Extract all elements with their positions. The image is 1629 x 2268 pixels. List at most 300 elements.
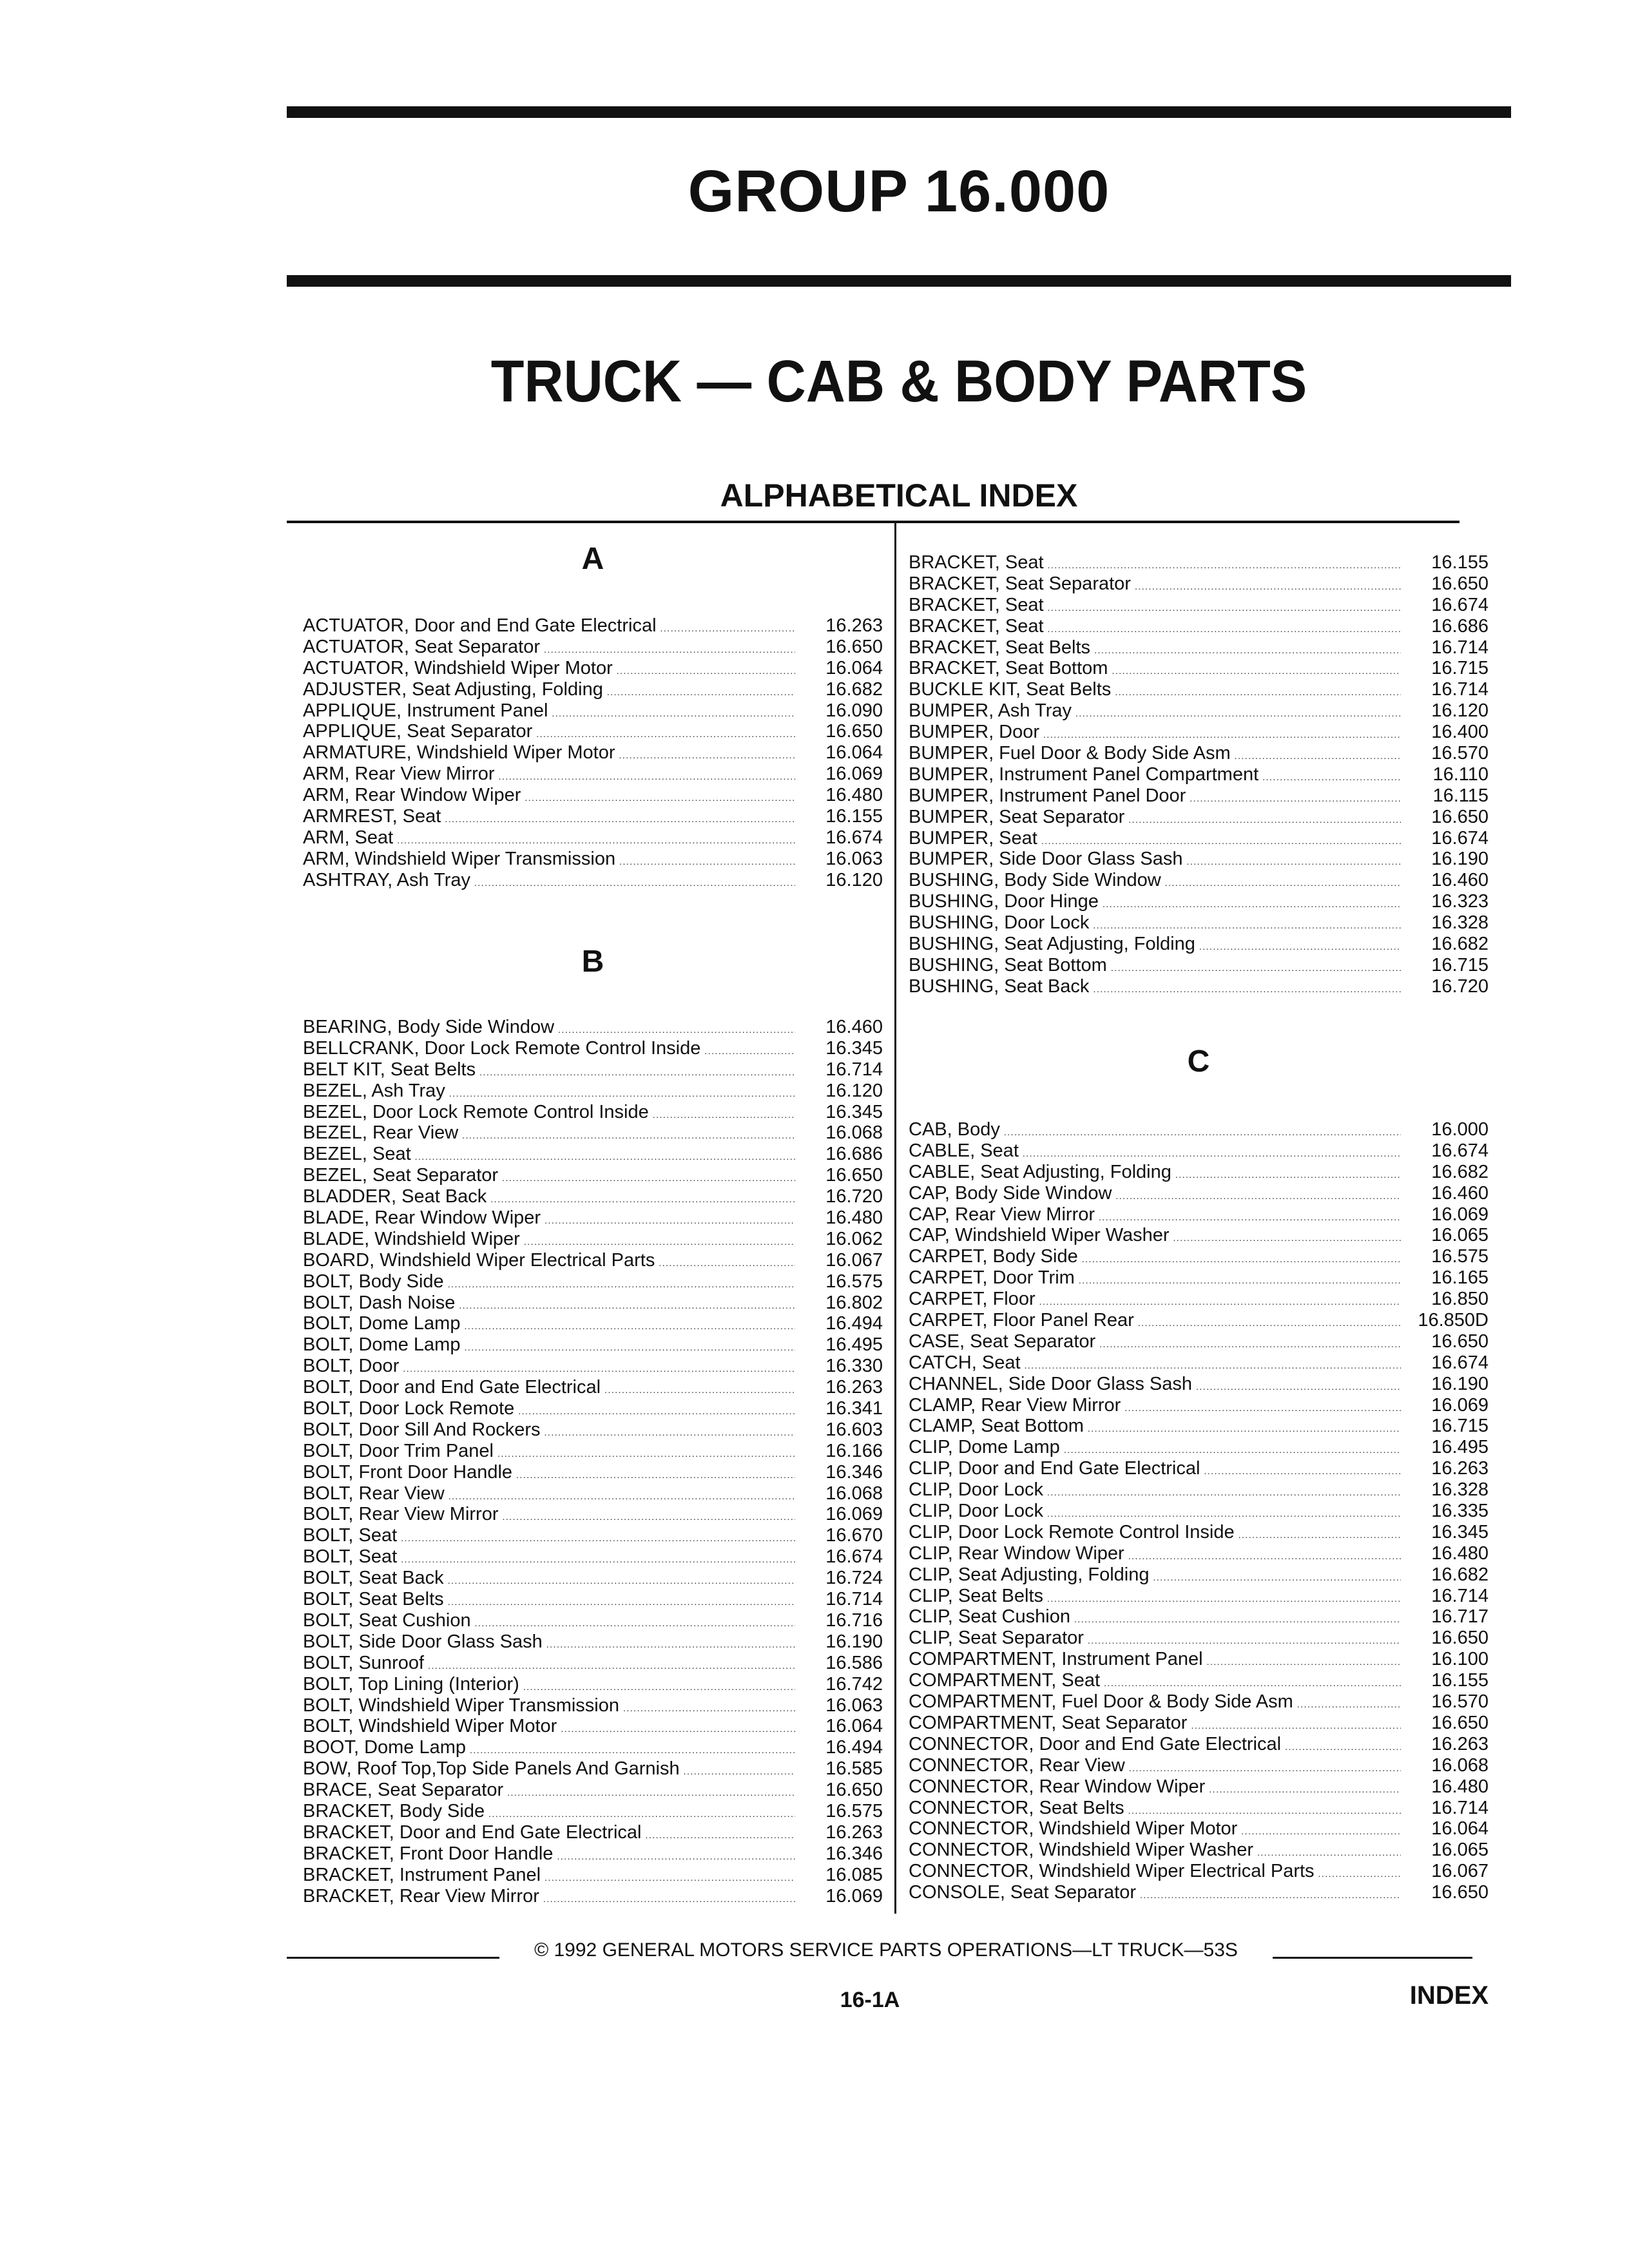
entry-name: BOLT, Front Door Handle [303, 1461, 513, 1483]
entry-name: BLADE, Rear Window Wiper [303, 1207, 541, 1229]
entry-page: 16.480 [825, 785, 883, 806]
entry-page: 16.155 [825, 806, 883, 827]
entry-name: BUSHING, Seat Bottom [909, 954, 1107, 975]
entry-page: 16.345 [825, 1037, 883, 1059]
dot-leader [704, 1041, 795, 1062]
entry-name: BUSHING, Door Lock [909, 912, 1090, 934]
entry-name: BOLT, Dome Lamp [303, 1313, 461, 1334]
dot-leader [1199, 936, 1401, 957]
entry-name: BUMPER, Ash Tray [909, 700, 1072, 722]
dot-leader [507, 1782, 795, 1803]
entry-name: BRACKET, Seat Separator [909, 573, 1131, 594]
entry-page: 16.480 [825, 1207, 883, 1229]
entry-page: 16.494 [825, 1737, 883, 1758]
entry-page: 16.650 [825, 1780, 883, 1801]
entry-page: 16.682 [1431, 934, 1489, 955]
dot-leader [1209, 1779, 1401, 1800]
index-entry [909, 1691, 1489, 1713]
entry-name: ARM, Seat [303, 827, 394, 848]
entry-name: BUMPER, Instrument Panel Compartment [909, 764, 1259, 785]
entry-name: BUMPER, Door [909, 722, 1040, 743]
entry-page: 16.065 [1431, 1225, 1489, 1246]
copyright-notice: © 1992 GENERAL MOTORS SERVICE PARTS OPERATIONS—LT TRUCK—53S [534, 1939, 1238, 1961]
index-entry [303, 1780, 883, 1801]
entry-page: 16.585 [825, 1758, 883, 1780]
dot-leader [1186, 851, 1401, 872]
dot-leader [684, 1761, 795, 1782]
entry-name: BEARING, Body Side Window [303, 1017, 555, 1037]
entry-page: 16.069 [1431, 1204, 1489, 1225]
index-entry [303, 1334, 883, 1356]
entry-page: 16.715 [1431, 658, 1489, 679]
entry-page: 16.570 [1431, 1691, 1489, 1713]
entry-page: 16.460 [825, 1017, 883, 1037]
index-entry [303, 785, 883, 806]
index-entry [909, 573, 1489, 595]
dot-leader [660, 618, 795, 639]
entry-page: 16.850 [1431, 1289, 1489, 1310]
entry-name: BRACKET, Instrument Panel [303, 1864, 541, 1885]
dot-leader [604, 1379, 795, 1401]
index-entry [303, 637, 883, 658]
entry-name: ASHTRAY, Ash Tray [303, 869, 471, 890]
entry-name: APPLIQUE, Seat Separator [303, 721, 533, 742]
entry-name: BOLT, Seat Belts [303, 1589, 444, 1610]
entry-name: CLIP, Door Lock [909, 1479, 1044, 1501]
index-entry [909, 849, 1489, 870]
dot-leader [1128, 809, 1401, 831]
entry-page: 16.064 [825, 657, 883, 678]
index-entry [909, 1713, 1489, 1734]
index-entry [303, 742, 883, 764]
index-entry [909, 1310, 1489, 1331]
entry-page: 16.346 [825, 1843, 883, 1864]
entry-page: 16.570 [1431, 743, 1489, 764]
entry-page: 16.575 [1431, 1246, 1489, 1267]
index-entry [303, 1271, 883, 1293]
dot-leader [1004, 1122, 1401, 1143]
index-entry [909, 785, 1489, 807]
index-entry [909, 1586, 1489, 1607]
dot-leader [557, 1846, 795, 1867]
dot-leader [462, 1125, 795, 1146]
index-entry [909, 1267, 1489, 1289]
index-entry [909, 955, 1489, 976]
entry-page: 16.063 [825, 848, 883, 869]
entry-name: BOLT, Rear View Mirror [303, 1504, 499, 1525]
entry-page: 16.064 [825, 742, 883, 764]
entry-page: 16.345 [1431, 1521, 1489, 1542]
index-entry [909, 1479, 1489, 1501]
index-entry [303, 827, 883, 849]
section-letter-a: A [581, 542, 604, 576]
index-entry [303, 1462, 883, 1483]
dot-leader [448, 1570, 795, 1591]
entry-name: ARM, Rear View Mirror [303, 764, 495, 785]
footer-rule-right [1273, 1957, 1472, 1959]
index-entry [909, 807, 1489, 828]
entry-page: 16.674 [825, 1546, 883, 1568]
page-title: TRUCK — CAB & BODY PARTS [490, 349, 1307, 414]
index-entry [303, 1737, 883, 1758]
index-entry [909, 1670, 1489, 1691]
entry-name: CLIP, Door Lock [909, 1501, 1044, 1522]
index-entry [303, 1865, 883, 1886]
entry-name: BRACKET, Front Door Handle [303, 1843, 554, 1864]
index-entry [303, 1525, 883, 1546]
entry-name: BRACKET, Door and End Gate Electrical [303, 1821, 642, 1843]
entry-page: 16.063 [825, 1695, 883, 1716]
entry-name: CLIP, Seat Cushion [909, 1606, 1070, 1628]
dot-leader [1138, 1312, 1401, 1334]
entry-page: 16.575 [825, 1271, 883, 1292]
entry-name: COMPARTMENT, Fuel Door & Body Side Asm [909, 1691, 1293, 1713]
entry-page: 16.682 [1431, 1564, 1489, 1585]
entry-page: 16.120 [825, 1080, 883, 1101]
index-entry [909, 1395, 1489, 1416]
entry-name: ARM, Windshield Wiper Transmission [303, 848, 616, 869]
dot-leader [1112, 660, 1401, 682]
dot-leader [1103, 894, 1401, 915]
entry-name: ARM, Rear Window Wiper [303, 785, 521, 806]
entry-page: 16.100 [1431, 1649, 1489, 1670]
dot-leader [464, 1316, 795, 1337]
index-entry [909, 1734, 1489, 1755]
entry-page: 16.000 [1431, 1119, 1489, 1140]
entry-page: 16.068 [825, 1122, 883, 1144]
entry-page: 16.850D [1418, 1310, 1489, 1331]
entry-page: 16.263 [1431, 1733, 1489, 1754]
entry-name: BOLT, Door [303, 1356, 400, 1377]
index-entry [303, 1081, 883, 1102]
entry-name: BOLT, Windshield Wiper Motor [303, 1716, 557, 1737]
entry-page: 16.724 [825, 1568, 883, 1589]
index-entry [303, 806, 883, 827]
dot-leader [1285, 1736, 1401, 1758]
entry-name: CAP, Windshield Wiper Washer [909, 1225, 1170, 1246]
dot-leader [499, 766, 795, 787]
entry-name: BOLT, Door Trim Panel [303, 1440, 494, 1461]
entry-page: 16.682 [1431, 1161, 1489, 1182]
index-entry [303, 1250, 883, 1271]
index-entry [303, 1441, 883, 1462]
entry-name: ARMATURE, Windshield Wiper Motor [303, 742, 615, 764]
entry-page: 16.717 [1431, 1606, 1489, 1628]
entry-name: BUMPER, Seat [909, 827, 1037, 849]
dot-leader [545, 1422, 795, 1443]
index-entry [303, 1038, 883, 1059]
dot-leader [1047, 1588, 1401, 1610]
dot-leader [1318, 1863, 1401, 1885]
index-entry [909, 658, 1489, 679]
entry-page: 16.650 [1431, 806, 1489, 827]
entry-name: CLIP, Seat Adjusting, Folding [909, 1564, 1150, 1585]
index-entry [303, 1589, 883, 1610]
index-entry [303, 1886, 883, 1907]
entry-page: 16.650 [1431, 1628, 1489, 1649]
index-entry [303, 1102, 883, 1123]
entry-name: COMPARTMENT, Instrument Panel [909, 1649, 1203, 1670]
index-entry [303, 1293, 883, 1314]
entry-page: 16.494 [825, 1313, 883, 1334]
entry-page: 16.720 [1431, 975, 1489, 997]
section-letter-c: C [1187, 1044, 1210, 1079]
index-entry [909, 1140, 1489, 1162]
entry-page: 16.715 [1431, 954, 1489, 975]
entry-name: BOLT, Body Side [303, 1271, 444, 1292]
dot-leader [448, 1591, 795, 1613]
entry-page: 16.460 [1431, 870, 1489, 891]
entry-page: 16.328 [1431, 912, 1489, 934]
entry-name: BLADE, Windshield Wiper [303, 1228, 520, 1249]
entry-page: 16.650 [1431, 1331, 1489, 1352]
index-entry [303, 721, 883, 742]
entry-name: BOLT, Windshield Wiper Transmission [303, 1695, 620, 1716]
dot-leader [645, 1825, 795, 1846]
entry-name: BOLT, Door Sill And Rockers [303, 1419, 541, 1440]
index-entry [303, 1377, 883, 1398]
entry-name: CABLE, Seat [909, 1140, 1019, 1161]
entry-name: CARPET, Floor Panel Rear [909, 1310, 1134, 1331]
entry-page: 16.190 [1431, 849, 1489, 870]
dot-leader [445, 809, 795, 830]
page-number: 16-1A [840, 1988, 900, 2012]
index-entry [303, 1229, 883, 1250]
entry-name: BUSHING, Door Hinge [909, 891, 1099, 912]
entry-page: 16.802 [825, 1292, 883, 1313]
entry-page: 16.120 [825, 869, 883, 890]
index-entry [303, 1801, 883, 1822]
entry-name: CARPET, Body Side [909, 1246, 1078, 1267]
index-entry [909, 1437, 1489, 1458]
index-entry [909, 679, 1489, 700]
entry-name: BOLT, Door and End Gate Electrical [303, 1377, 601, 1398]
entry-page: 16.263 [825, 1377, 883, 1398]
entry-name: BOOT, Dome Lamp [303, 1737, 467, 1758]
dot-leader [545, 1867, 795, 1888]
entry-name: BUMPER, Fuel Door & Body Side Asm [909, 743, 1231, 764]
entry-page: 16.650 [825, 721, 883, 742]
entry-name: BUMPER, Side Door Glass Sash [909, 849, 1183, 870]
entry-name: BRACKET, Seat [909, 615, 1044, 637]
index-entry [303, 1758, 883, 1780]
entry-name: BRACKET, Seat Belts [909, 637, 1091, 658]
entry-name: BOLT, Dome Lamp [303, 1334, 461, 1356]
index-entry [909, 1840, 1489, 1861]
entry-page: 16.686 [1431, 615, 1489, 637]
index-entry [909, 1458, 1489, 1479]
entry-page: 16.670 [825, 1525, 883, 1546]
index-rule [287, 521, 1460, 523]
index-entry [303, 1313, 883, 1334]
entry-name: CONNECTOR, Door and End Gate Electrical [909, 1733, 1282, 1754]
entry-page: 16.263 [825, 1821, 883, 1843]
dot-leader [525, 787, 795, 809]
entry-name: BEZEL, Seat Separator [303, 1165, 499, 1186]
index-entry [909, 934, 1489, 955]
index-entry [909, 1162, 1489, 1183]
entry-page: 16.155 [1431, 552, 1489, 573]
dot-leader [464, 1337, 795, 1358]
dot-leader [1082, 1249, 1401, 1270]
section-a [303, 541, 883, 577]
index-entry [909, 637, 1489, 658]
entry-page: 16.495 [825, 1334, 883, 1356]
entry-page: 16.120 [1431, 700, 1489, 722]
entry-page: 16.323 [1431, 891, 1489, 912]
section-b [303, 944, 883, 979]
entry-page: 16.068 [1431, 1754, 1489, 1776]
index-entry [909, 616, 1489, 637]
entry-name: CABLE, Seat Adjusting, Folding [909, 1161, 1171, 1182]
entry-page: 16.714 [1431, 679, 1489, 700]
dot-leader [617, 660, 795, 682]
index-entry [303, 1483, 883, 1504]
index-entry [303, 1674, 883, 1695]
entry-name: BUMPER, Instrument Panel Door [909, 785, 1186, 806]
entry-page: 16.460 [1431, 1182, 1489, 1204]
entry-page: 16.586 [825, 1652, 883, 1673]
section-a-list [303, 615, 883, 891]
dot-leader [619, 851, 795, 872]
index-entry [303, 1122, 883, 1144]
dot-leader [474, 872, 795, 894]
index-entry [909, 828, 1489, 849]
index-entry [303, 1144, 883, 1165]
index-entry [909, 764, 1489, 785]
dot-leader [1153, 1567, 1402, 1588]
index-entry [303, 1716, 883, 1737]
entry-name: BELT KIT, Seat Belts [303, 1059, 476, 1080]
entry-page: 16.650 [1431, 573, 1489, 594]
entry-name: ACTUATOR, Seat Separator [303, 636, 541, 657]
entry-page: 16.714 [1431, 637, 1489, 658]
index-entry [909, 891, 1489, 912]
index-entry [909, 1755, 1489, 1776]
index-entry [303, 615, 883, 637]
entry-page: 16.714 [825, 1589, 883, 1610]
entry-name: ARMREST, Seat [303, 806, 441, 827]
index-entry [909, 1289, 1489, 1310]
index-entry [303, 1631, 883, 1653]
dot-leader [1047, 1482, 1401, 1503]
index-entry [909, 1628, 1489, 1649]
dot-leader [619, 745, 795, 766]
index-entry [909, 1225, 1489, 1246]
entry-name: CONNECTOR, Windshield Wiper Washer [909, 1840, 1253, 1861]
entry-name: CHANNEL, Side Door Glass Sash [909, 1373, 1192, 1394]
index-entry [909, 595, 1489, 616]
dot-leader [503, 1506, 796, 1528]
entry-name: BOLT, Seat Back [303, 1568, 444, 1589]
column-divider [894, 522, 896, 1914]
entry-page: 16.682 [825, 678, 883, 700]
entry-page: 16.263 [825, 615, 883, 636]
dot-leader [401, 1528, 795, 1549]
entry-page: 16.480 [1431, 1776, 1489, 1797]
entry-page: 16.714 [1431, 1585, 1489, 1606]
entry-page: 16.674 [1431, 594, 1489, 615]
entry-page: 16.155 [1431, 1670, 1489, 1691]
entry-page: 16.067 [825, 1249, 883, 1271]
dot-leader [653, 1104, 795, 1126]
index-entry [303, 1843, 883, 1865]
index-entry [303, 1207, 883, 1229]
dot-leader [401, 1549, 795, 1570]
dot-leader [518, 1401, 795, 1422]
dot-leader [1262, 767, 1401, 788]
index-entry [303, 1186, 883, 1207]
index-entry [909, 1818, 1489, 1840]
index-entry [909, 1882, 1489, 1903]
entry-name: BRACKET, Seat Bottom [909, 658, 1108, 679]
entry-name: BOLT, Top Lining (Interior) [303, 1673, 519, 1695]
entry-name: CONNECTOR, Seat Belts [909, 1797, 1124, 1818]
dot-leader [1048, 619, 1401, 640]
index-entry [909, 743, 1489, 764]
index-entry [909, 1501, 1489, 1522]
entry-name: CAP, Rear View Mirror [909, 1204, 1095, 1225]
dot-leader [1048, 597, 1401, 619]
entry-name: CLIP, Rear Window Wiper [909, 1542, 1124, 1564]
entry-page: 16.090 [825, 700, 883, 721]
dot-leader [1124, 1398, 1401, 1419]
dot-leader [1175, 1164, 1401, 1186]
entry-name: BOLT, Sunroof [303, 1652, 425, 1673]
index-entry [909, 1352, 1489, 1374]
entry-page: 16.686 [825, 1144, 883, 1165]
index-entry [909, 1861, 1489, 1882]
entry-page: 16.069 [825, 764, 883, 785]
entry-page: 16.714 [1431, 1797, 1489, 1818]
dot-leader [1165, 872, 1401, 894]
dot-leader [607, 682, 795, 703]
entry-page: 16.263 [1431, 1458, 1489, 1479]
index-entry [909, 1543, 1489, 1564]
entry-name: ACTUATOR, Door and End Gate Electrical [303, 615, 657, 636]
index-entry [303, 849, 883, 870]
entry-name: BEZEL, Seat [303, 1144, 411, 1165]
dot-leader [448, 1486, 795, 1507]
index-entry [303, 1017, 883, 1038]
dot-leader [1074, 1609, 1401, 1630]
index-entry [909, 1416, 1489, 1437]
entry-page: 16.715 [1431, 1416, 1489, 1437]
entry-page: 16.165 [1431, 1267, 1489, 1289]
entry-page: 16.064 [825, 1716, 883, 1737]
entry-name: CASE, Seat Separator [909, 1331, 1096, 1352]
entry-page: 16.575 [825, 1800, 883, 1821]
entry-name: BEZEL, Rear View [303, 1122, 459, 1144]
dot-leader [1241, 1821, 1401, 1842]
entry-name: CONNECTOR, Windshield Wiper Electrical Parts [909, 1861, 1315, 1882]
footer-rule-left [287, 1957, 499, 1959]
index-entry [909, 1564, 1489, 1586]
entry-name: CARPET, Floor [909, 1289, 1036, 1310]
dot-leader [1207, 1651, 1401, 1673]
section-b-continued-list [909, 552, 1489, 997]
index-entry [909, 722, 1489, 743]
entry-page: 16.062 [825, 1228, 883, 1249]
dot-leader [545, 1210, 795, 1231]
index-entry [303, 1568, 883, 1589]
top-rule [287, 106, 1511, 118]
entry-name: CLIP, Seat Belts [909, 1585, 1044, 1606]
entry-name: CONNECTOR, Rear Window Wiper [909, 1776, 1206, 1797]
entry-page: 16.190 [825, 1631, 883, 1652]
entry-name: BOLT, Seat Cushion [303, 1610, 471, 1631]
dot-leader [1297, 1694, 1401, 1715]
